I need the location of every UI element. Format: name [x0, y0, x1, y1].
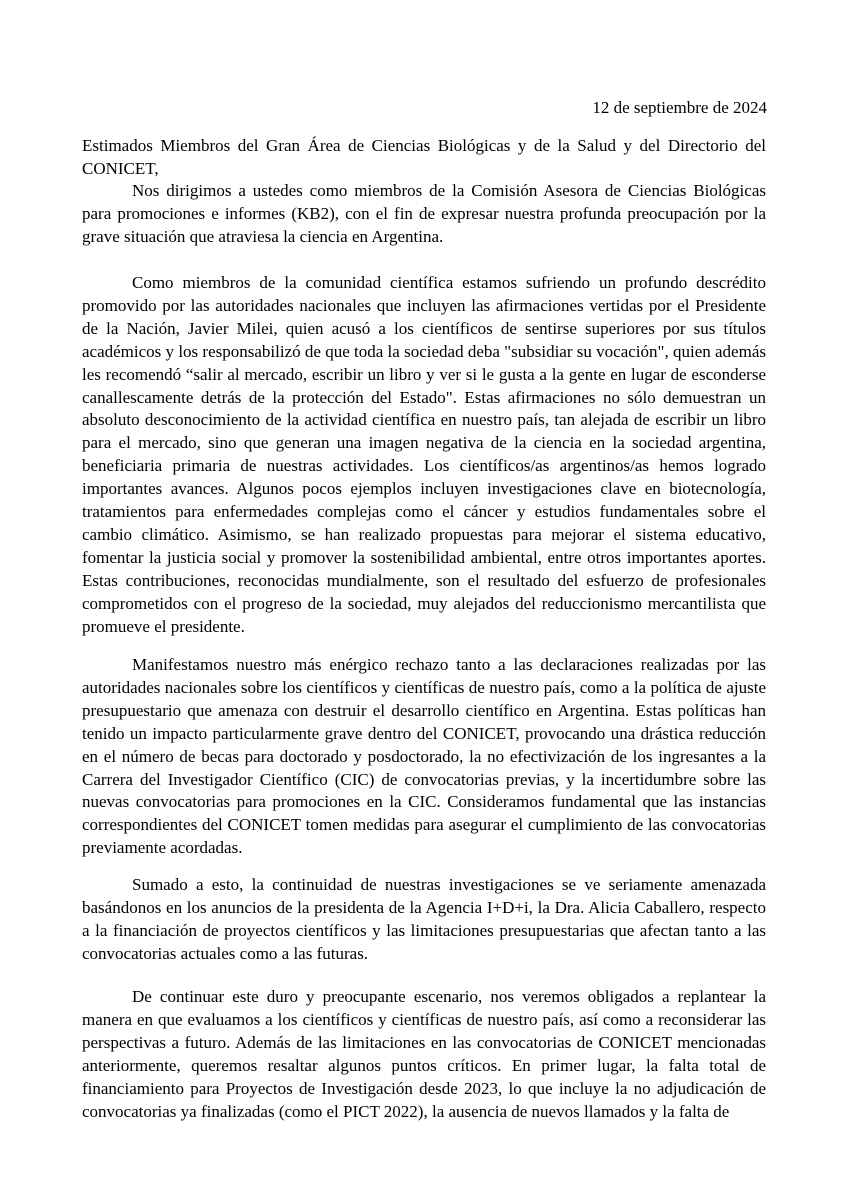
letter-date: 12 de septiembre de 2024: [592, 98, 767, 117]
letter-paragraph-1: Nos dirigimos a ustedes como miembros de la Comisión Asesora de Ciencias Biológicas para promociones e informes (KB2), con el fin de expresar nuestra profunda preocupación por la grave situación que atraviesa la ciencia en Argentina.: [82, 181, 766, 246]
letter-salutation: Estimados Miembros del Gran Área de Ciencias Biológicas y de la Salud y del Directorio del CONICET,: [82, 136, 766, 178]
letter-paragraph-5: De continuar este duro y preocupante escenario, nos veremos obligados a replantear la manera en que evaluamos a los científicos y científicas de nuestro país, así como a reconsiderar las perspectivas a futuro. Además de las limitaciones en las convocatorias de CONICET mencionadas anteriormente, queremos resaltar algunos puntos críticos. En primer lugar, la falta total de financiamiento para Proyectos de Investigación desde 2023, lo que incluye la no adjudicación de convocatorias ya finalizadas (como el PICT 2022), la ausencia de nuevos llamados y la falta de: [82, 987, 766, 1121]
letter-paragraph-3: Manifestamos nuestro más enérgico rechazo tanto a las declaraciones realizadas por las autoridades nacionales sobre los científicos y científicas de nuestro país, como a la política de ajuste presupuestario que amenaza con destruir el desarrollo científico en Argentina. Estas políticas han tenido un impacto particularmente grave dentro del CONICET, provocando una drástica reducción en el número de becas para doctorado y posdoctorado, la no efectivización de los ingresantes a la Carrera del Investigador Científico (CIC) de convocatorias previas, y la incertidumbre sobre las nuevas convocatorias para promociones en la CIC. Consideramos fundamental que las instancias correspondientes del CONICET tomen medidas para asegurar el cumplimiento de las convocatorias previamente acordadas.: [82, 655, 766, 858]
letter-paragraph-4: Sumado a esto, la continuidad de nuestras investigaciones se ve seriamente amenazada basándonos en los anuncios de la presidenta de la Agencia I+D+i, la Dra. Alicia Caballero, respecto a la financiación de proyectos científicos y las limitaciones presupuestarias que afectan tanto a las convocatorias actuales como a las futuras.: [82, 875, 766, 963]
letter-paragraph-2: Como miembros de la comunidad científica estamos sufriendo un profundo descrédito promovido por las autoridades nacionales que incluyen las afirmaciones vertidas por el Presidente de la Nación, Javier Milei, quien acusó a los científicos de sentirse superiores por sus títulos académicos y los responsabilizó de que toda la sociedad deba "subsidiar su vocación", quien además les recomendó “salir al mercado, escribir un libro y ver si le gusta a la gente en lugar de esconderse canallescamente detrás de la protección del Estado". Estas afirmaciones no sólo demuestran un absoluto desconocimiento de la actividad científica en nuestro país, tan alejada de escribir un libro para el mercado, sino que generan una imagen negativa de la ciencia en la sociedad argentina, beneficiaria primaria de nuestras actividades. Los científicos/as argentinos/as hemos logrado importantes avances. Algunos pocos ejemplos incluyen investigaciones clave en biotecnología, tratamientos para enfermedades complejas como el cáncer y estudios fundamentales sobre el cambio climático. Asimismo, se han realizado propuestas para mejorar el sistema educativo, fomentar la justicia social y promover la sostenibilidad ambiental, entre otros importantes aportes. Estas contribuciones, reconocidas mundialmente, son el resultado del esfuerzo de profesionales comprometidos con el progreso de la sociedad, muy alejados del reduccionismo mercantilista que promueve el presidente.: [82, 273, 766, 636]
